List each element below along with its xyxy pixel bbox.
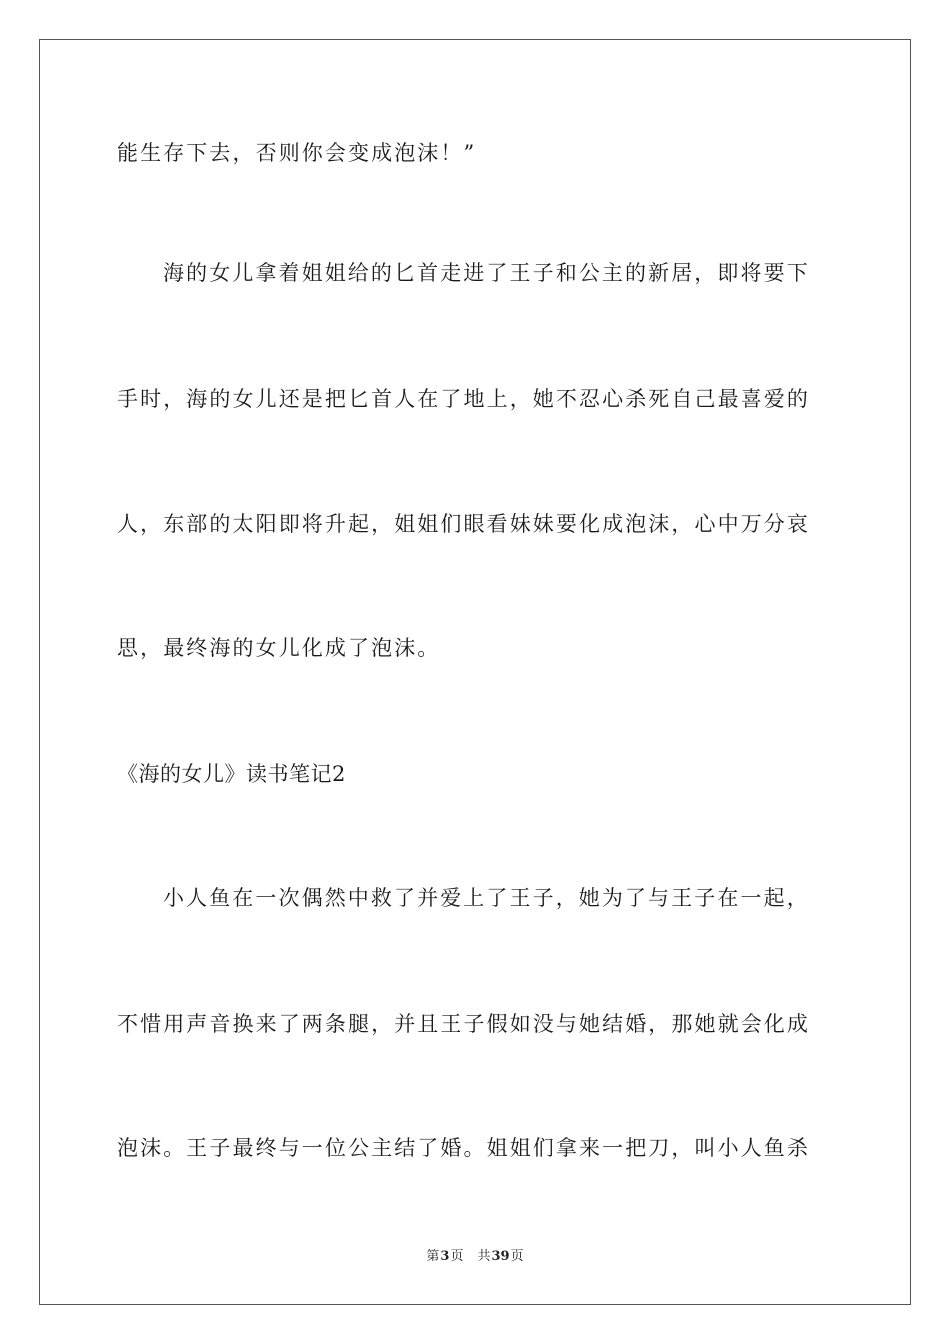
page-prefix: 第: [426, 1249, 440, 1264]
page-footer: [0, 1247, 950, 1267]
text-line-4: 人，东部的太阳即将升起，姐姐们眼看妹妹要化成泡沫，心中万分哀: [117, 512, 810, 536]
section-heading: 《海的女儿》读书笔记2: [117, 762, 346, 786]
text-line-8: 泡沫。王子最终与一位公主结了婚。姐姐们拿来一把刀，叫小人鱼杀: [117, 1136, 810, 1160]
total-prefix: 共: [477, 1249, 491, 1264]
page-suffix: 页: [450, 1249, 464, 1264]
text-line-7: 不惜用声音换来了两条腿，并且王子假如没与她结婚，那她就会化成: [117, 1012, 810, 1036]
total-pages: 39: [491, 1249, 510, 1264]
total-suffix: 页: [510, 1249, 524, 1264]
page-border: [39, 39, 911, 1305]
text-line-6: 小人鱼在一次偶然中救了并爱上了王子，她为了与王子在一起，: [163, 886, 810, 910]
page-number: 3: [440, 1249, 450, 1264]
text-line-3: 手时，海的女儿还是把匕首人在了地上，她不忍心杀死自己最喜爱的: [117, 387, 810, 411]
text-line-1: 能生存下去，否则你会变成泡沫！”: [117, 141, 477, 165]
text-line-5: 思，最终海的女儿化成了泡沫。: [117, 636, 441, 660]
text-line-2: 海的女儿拿着姐姐给的匕首走进了王子和公主的新居，即将要下: [163, 261, 810, 285]
